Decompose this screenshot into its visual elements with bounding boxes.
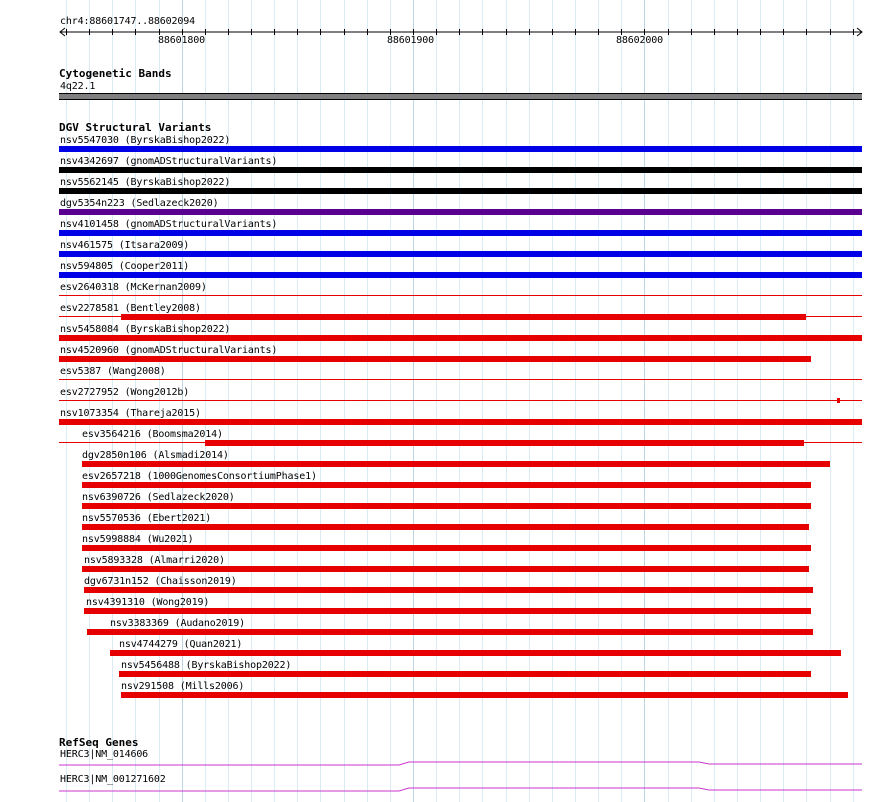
- dgv-feature-label: esv2727952 (Wong2012b): [60, 387, 190, 398]
- dgv-feature-bar[interactable]: [110, 650, 841, 656]
- dgv-feature-label: nsv5547030 (ByrskaBishop2022): [60, 135, 231, 146]
- dgv-feature-label: esv5387 (Wang2008): [60, 366, 166, 377]
- dgv-feature-bar[interactable]: [121, 692, 848, 698]
- dgv-feature-label: nsv4101458 (gnomADStructuralVariants): [60, 219, 278, 230]
- dgv-feature-line[interactable]: [59, 400, 862, 401]
- dgv-feature-bar[interactable]: [59, 272, 862, 278]
- dgv-feature-line[interactable]: [59, 379, 862, 380]
- dgv-feature-label: nsv461575 (Itsara2009): [60, 240, 190, 251]
- refseq-feature-label-1: HERC3|NM_014606: [60, 749, 149, 760]
- ruler-tick-label-2: 88601900: [387, 35, 434, 46]
- dgv-feature-bar[interactable]: [59, 335, 862, 341]
- dgv-feature-bar[interactable]: [82, 482, 811, 488]
- dgv-feature-label: nsv5456488 (ByrskaBishop2022): [121, 660, 292, 671]
- dgv-feature-label: nsv5893328 (Almarri2020): [84, 555, 225, 566]
- dgv-feature-label: nsv594805 (Cooper2011): [60, 261, 190, 272]
- dgv-feature-bar[interactable]: [59, 419, 862, 425]
- refseq-feature-1-line[interactable]: [59, 758, 862, 768]
- refseq-track-title[interactable]: RefSeq Genes: [59, 736, 139, 749]
- cytoband-label: 4q22.1: [60, 81, 96, 92]
- dgv-feature-label: dgv6731n152 (Chaisson2019): [84, 576, 237, 587]
- dgv-feature-bar[interactable]: [59, 146, 862, 152]
- dgv-feature-line[interactable]: [59, 295, 862, 296]
- dgv-feature-label: dgv2850n106 (Alsmadi2014): [82, 450, 229, 461]
- ruler-tick-label-3: 88602000: [616, 35, 663, 46]
- dgv-feature-label: nsv4391310 (Wong2019): [86, 597, 210, 608]
- dgv-feature-label: nsv3383369 (Audano2019): [110, 618, 246, 629]
- dgv-feature-label: nsv291508 (Mills2006): [121, 681, 245, 692]
- dgv-feature-bar[interactable]: [87, 629, 813, 635]
- dgv-feature-label: esv2278581 (Bentley2008): [60, 303, 201, 314]
- dgv-track-title[interactable]: DGV Structural Variants: [59, 121, 212, 134]
- dgv-feature-bar[interactable]: [837, 398, 840, 403]
- dgv-feature-label: esv2640318 (McKernan2009): [60, 282, 207, 293]
- dgv-feature-label: nsv5458084 (ByrskaBishop2022): [60, 324, 231, 335]
- dgv-feature-bar[interactable]: [84, 608, 811, 614]
- cytoband-track-title[interactable]: Cytogenetic Bands: [59, 67, 172, 80]
- dgv-feature-bar[interactable]: [59, 209, 862, 215]
- ruler-tick-label-1: 88601800: [158, 35, 205, 46]
- dgv-feature-label: nsv5562145 (ByrskaBishop2022): [60, 177, 231, 188]
- dgv-feature-bar[interactable]: [84, 587, 813, 593]
- dgv-feature-bar[interactable]: [59, 188, 862, 194]
- dgv-feature-bar[interactable]: [59, 251, 862, 257]
- dgv-feature-bar[interactable]: [59, 230, 862, 236]
- dgv-feature-bar[interactable]: [59, 167, 862, 173]
- dgv-feature-label: nsv4342697 (gnomADStructuralVariants): [60, 156, 278, 167]
- dgv-feature-label: nsv4744279 (Quan2021): [119, 639, 243, 650]
- dgv-feature-label: nsv4520960 (gnomADStructuralVariants): [60, 345, 278, 356]
- ruler-location-label: chr4:88601747..88602094: [60, 16, 196, 27]
- dgv-feature-bar[interactable]: [119, 671, 811, 677]
- dgv-feature-label: esv2657218 (1000GenomesConsortiumPhase1): [82, 471, 317, 482]
- refseq-feature-2-line[interactable]: [59, 784, 862, 794]
- refseq-feature-label-2: HERC3|NM_001271602: [60, 774, 166, 785]
- dgv-feature-label: nsv5570536 (Ebert2021): [82, 513, 212, 524]
- dgv-feature-label: esv3564216 (Boomsma2014): [82, 429, 223, 440]
- dgv-feature-label: nsv5998884 (Wu2021): [82, 534, 194, 545]
- dgv-feature-bar[interactable]: [82, 503, 811, 509]
- dgv-feature-bar[interactable]: [82, 524, 809, 530]
- cytoband-bar[interactable]: [59, 93, 862, 100]
- dgv-feature-label: nsv1073354 (Thareja2015): [60, 408, 201, 419]
- dgv-feature-bar[interactable]: [59, 356, 811, 362]
- dgv-feature-bar[interactable]: [82, 545, 811, 551]
- dgv-feature-bar[interactable]: [121, 314, 806, 320]
- dgv-feature-bar[interactable]: [205, 440, 804, 446]
- dgv-feature-label: dgv5354n223 (Sedlazeck2020): [60, 198, 219, 209]
- dgv-feature-label: nsv6390726 (Sedlazeck2020): [82, 492, 235, 503]
- dgv-feature-bar[interactable]: [82, 566, 809, 572]
- dgv-feature-bar[interactable]: [82, 461, 830, 467]
